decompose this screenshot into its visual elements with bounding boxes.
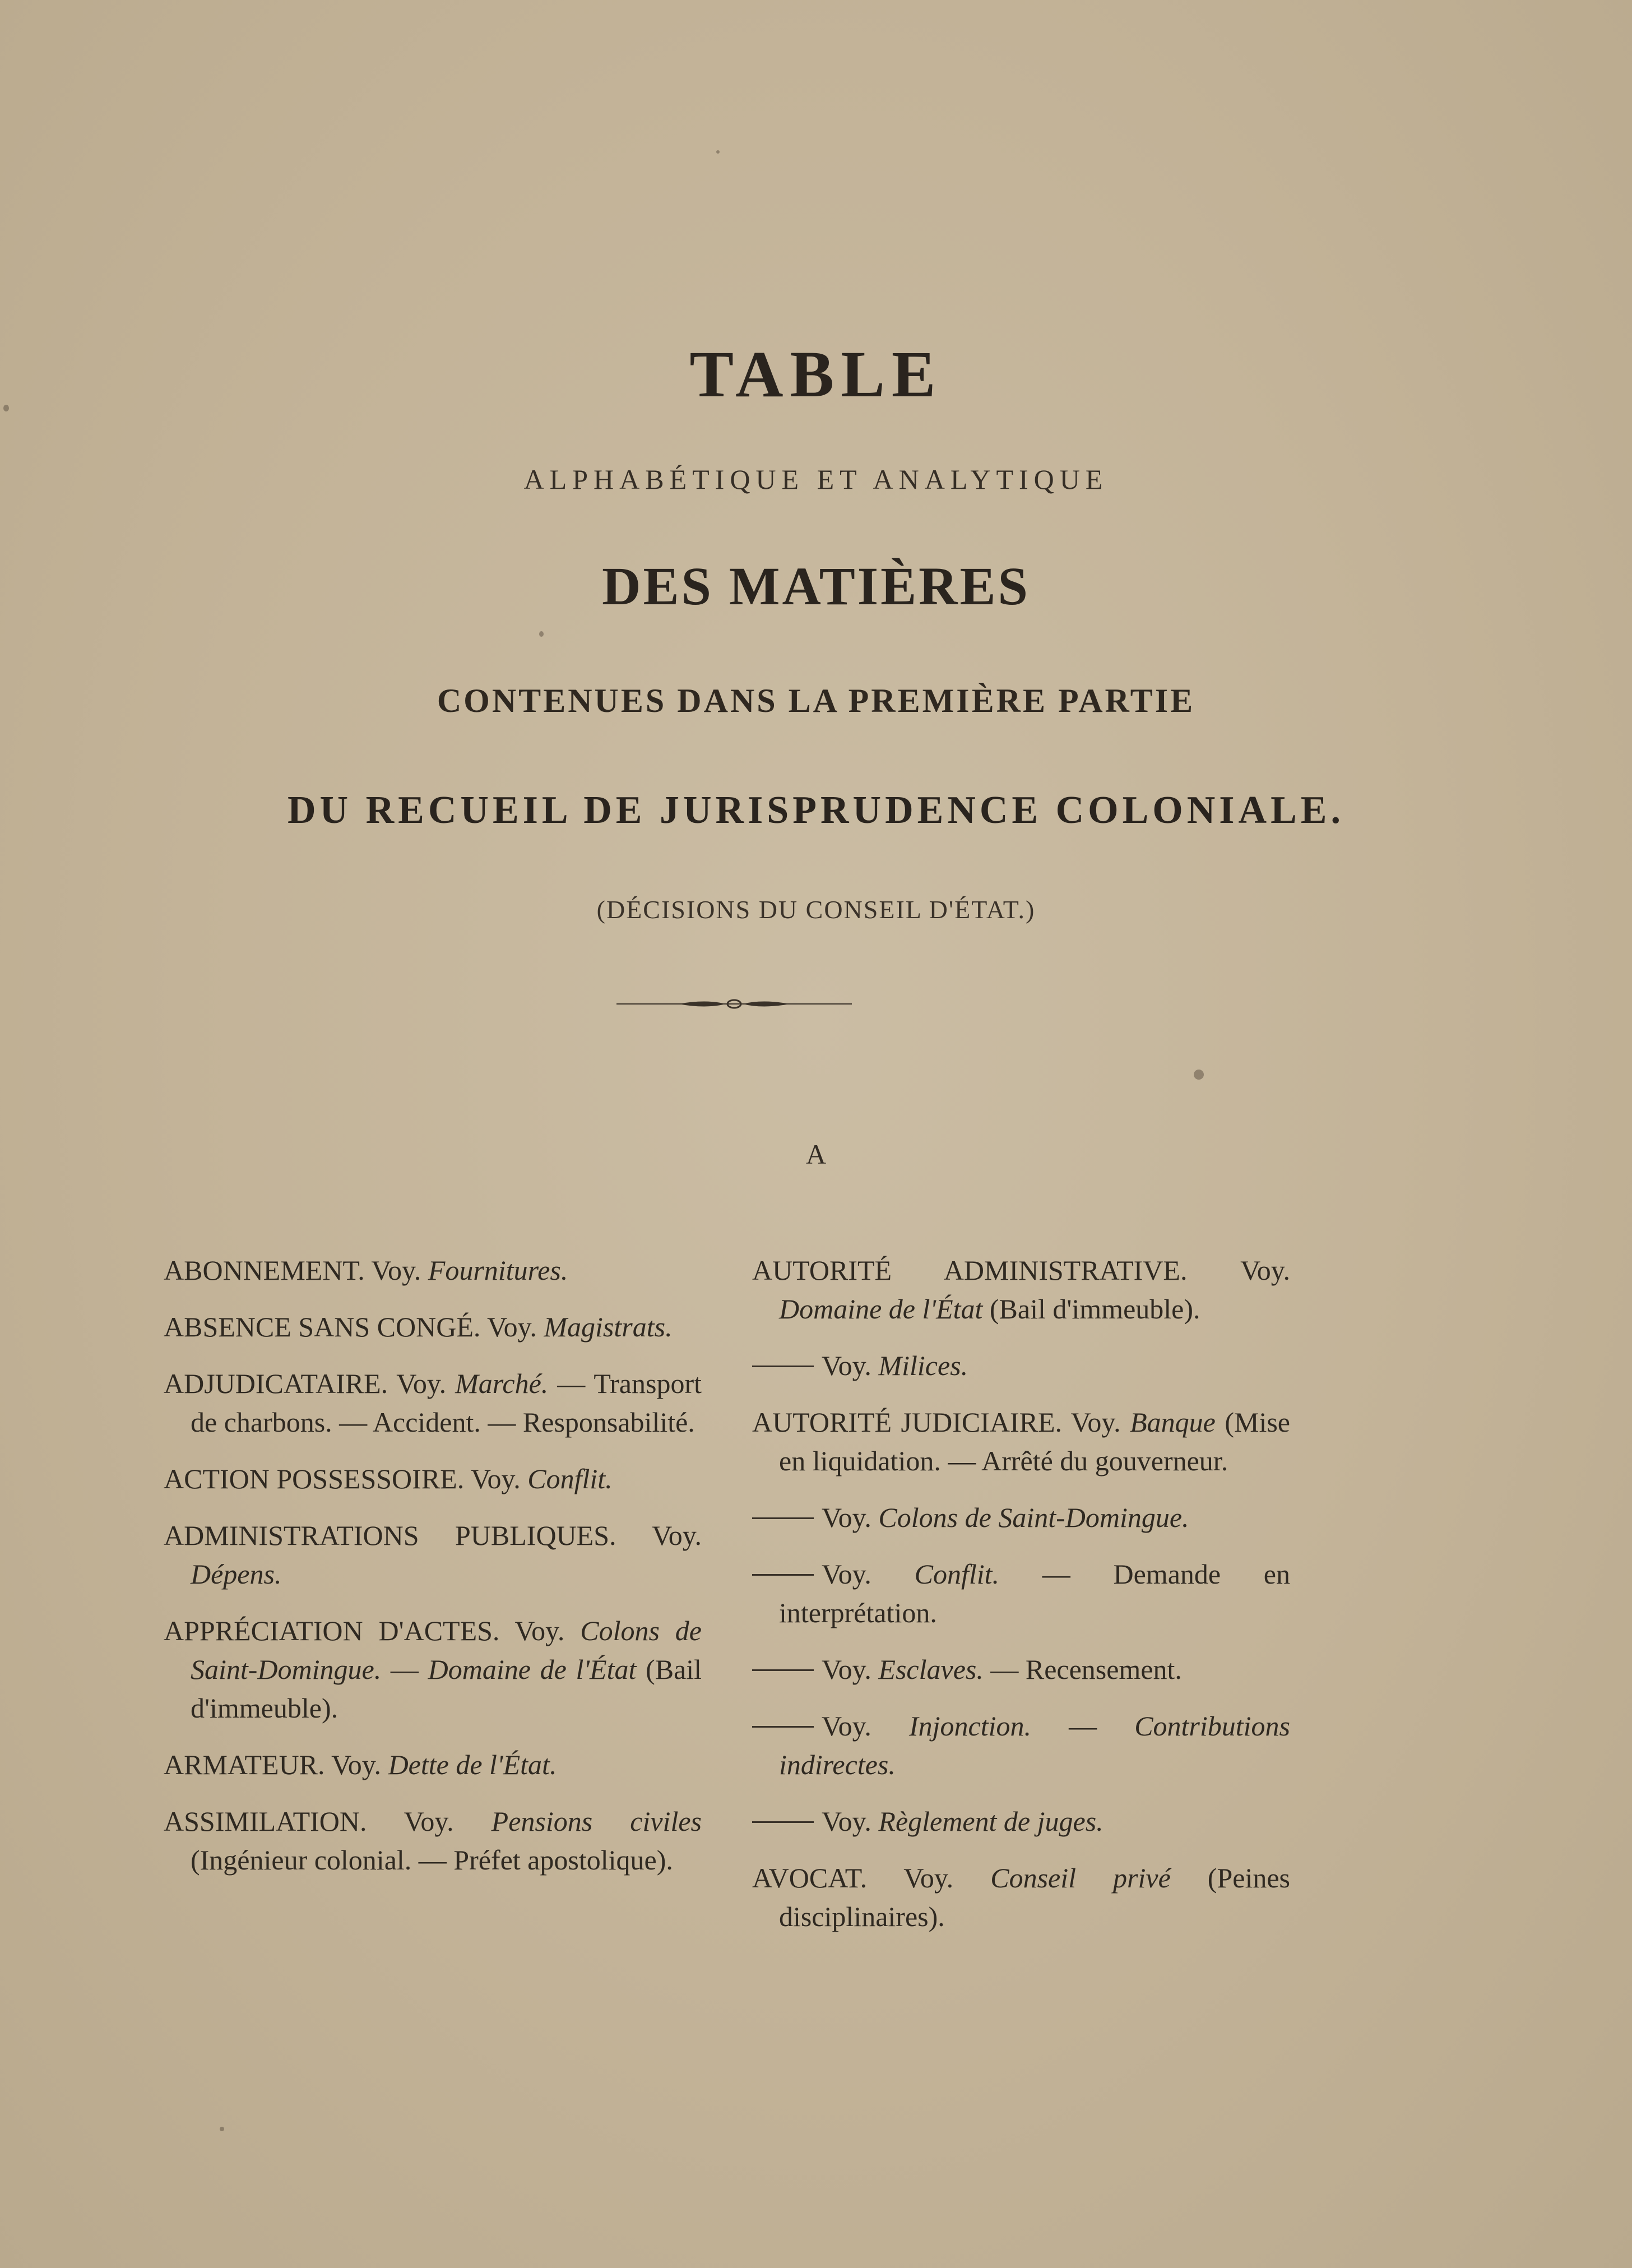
index-entry: [164, 1251, 702, 1290]
entry-voy: Voy.: [404, 1806, 454, 1837]
index-column-left: [164, 1251, 702, 1897]
entry-reference: Conflit.: [914, 1558, 1000, 1590]
index-entry: [752, 1403, 1290, 1480]
entry-heading: ABSENCE SANS CONGÉ.: [164, 1311, 481, 1343]
entry-reference: Milices.: [878, 1350, 968, 1381]
entry-heading: AUTORITÉ ADMINISTRATIVE.: [752, 1255, 1188, 1286]
entry-detail: — Transport de charbons. — Accident. — Responsabilité.: [191, 1368, 702, 1438]
entry-reference: Magistrats.: [544, 1311, 673, 1343]
entry-reference: Règlement de juges.: [878, 1806, 1104, 1837]
index-entry: [752, 1650, 1290, 1689]
index-entry: [752, 1707, 1290, 1784]
entry-heading: ADMINISTRATIONS PUBLIQUES.: [164, 1520, 616, 1551]
entry-reference: Dépens.: [191, 1558, 282, 1590]
ditto-dash-icon: [752, 1726, 814, 1728]
index-entry: [164, 1746, 702, 1784]
entry-reference: Domaine de l'État: [779, 1293, 983, 1325]
index-entry: [752, 1802, 1290, 1841]
entry-voy: Voy.: [822, 1654, 871, 1685]
ditto-dash-icon: [752, 1574, 814, 1576]
ditto-dash-icon: [752, 1821, 814, 1823]
index-column-right: [752, 1251, 1290, 1954]
entry-voy: Voy.: [396, 1368, 447, 1399]
entry-voy: Voy.: [652, 1520, 702, 1551]
entry-heading: APPRÉCIATION D'ACTES.: [164, 1615, 500, 1646]
entry-heading: AUTORITÉ JUDICIAIRE.: [752, 1406, 1063, 1438]
entry-heading: ARMATEUR.: [164, 1749, 325, 1780]
entry-voy: Voy.: [822, 1710, 871, 1742]
entry-detail: (Bail d'immeuble).: [191, 1654, 702, 1724]
subtitle-recueil: DU RECUEIL DE JURISPRUDENCE COLONIALE.: [288, 789, 1344, 832]
entry-reference-2: Domaine de l'État: [428, 1654, 637, 1685]
paper-speck: [716, 150, 720, 154]
entry-voy: Voy.: [822, 1350, 871, 1381]
entry-voy: Voy.: [822, 1502, 871, 1533]
entry-reference: Colons de Saint-Domingue.: [878, 1502, 1189, 1533]
entry-voy: Voy.: [470, 1463, 521, 1494]
entry-reference: Dette de l'État.: [388, 1749, 557, 1780]
index-entry: [752, 1346, 1290, 1385]
entry-voy: Voy.: [903, 1862, 954, 1894]
ornament-rule-icon: [616, 996, 852, 1012]
entry-heading: ABONNEMENT.: [164, 1255, 365, 1286]
entry-voy: Voy.: [514, 1615, 565, 1646]
index-entry: [752, 1555, 1290, 1632]
entry-detail: (Peines disciplinaires).: [779, 1862, 1290, 1932]
subtitle-contenues: CONTENUES DANS LA PREMIÈRE PARTIE: [437, 682, 1195, 719]
entry-detail: (Bail d'immeuble).: [989, 1293, 1200, 1325]
ditto-dash-icon: [752, 1366, 814, 1367]
entry-detail: — Demande en interprétation.: [779, 1558, 1290, 1628]
title-des-matieres: DES MATIÈRES: [602, 556, 1030, 616]
entry-detail: (Ingénieur colonial. — Préfet apostolique).: [191, 1844, 673, 1876]
entry-reference: Fournitures.: [428, 1255, 568, 1286]
entry-detail: (Mise en liquidation. — Arrêté du gouverneur.: [779, 1406, 1290, 1476]
entry-heading: ADJUDICATAIRE.: [164, 1368, 388, 1399]
entry-voy: Voy.: [1070, 1406, 1121, 1438]
entry-heading: ASSIMILATION.: [164, 1806, 367, 1837]
paper-speck: [1194, 1070, 1204, 1080]
entry-separator: —: [390, 1654, 419, 1685]
subtitle-alphabetique: ALPHABÉTIQUE ET ANALYTIQUE: [523, 464, 1109, 495]
index-entry: [164, 1802, 702, 1880]
section-letter: A: [805, 1138, 827, 1170]
index-entry: [752, 1498, 1290, 1537]
entry-reference: Banque: [1130, 1406, 1216, 1438]
entry-reference: Pensions civiles: [491, 1806, 702, 1837]
index-entry: [752, 1859, 1290, 1936]
ditto-dash-icon: [752, 1669, 814, 1671]
entry-detail: — Recensement.: [990, 1654, 1182, 1685]
page-title: TABLE: [689, 337, 943, 411]
entry-reference: Conflit.: [527, 1463, 613, 1494]
entry-reference: Injonction.: [909, 1710, 1032, 1742]
entry-reference: Colons de Saint-Domingue.: [191, 1615, 702, 1685]
paper-speck: [220, 2127, 224, 2131]
entry-heading: AVOCAT.: [752, 1862, 868, 1894]
index-entry: [164, 1516, 702, 1594]
entry-voy: Voy.: [371, 1255, 421, 1286]
entry-voy: Voy.: [822, 1806, 871, 1837]
subtitle-decisions: (DÉCISIONS DU CONSEIL D'ÉTAT.): [596, 895, 1036, 924]
index-entry: [164, 1308, 702, 1346]
entry-reference-2: Contributions indirectes.: [779, 1710, 1291, 1780]
entry-reference: Marché.: [455, 1368, 549, 1399]
paper-speck: [3, 405, 9, 411]
entry-reference: Conseil privé: [990, 1862, 1171, 1894]
entry-separator: —: [1069, 1710, 1097, 1742]
entry-voy: Voy.: [486, 1311, 537, 1343]
entry-reference: Esclaves.: [878, 1654, 984, 1685]
entry-voy: Voy.: [331, 1749, 382, 1780]
index-entry: [164, 1364, 702, 1442]
entry-voy: Voy.: [1240, 1255, 1290, 1286]
entry-heading: ACTION POSSESSOIRE.: [164, 1463, 465, 1494]
index-entry: [752, 1251, 1290, 1329]
index-entry: [164, 1460, 702, 1498]
paper-speck: [539, 631, 544, 637]
ditto-dash-icon: [752, 1517, 814, 1519]
index-entry: [164, 1612, 702, 1728]
entry-voy: Voy.: [822, 1558, 871, 1590]
